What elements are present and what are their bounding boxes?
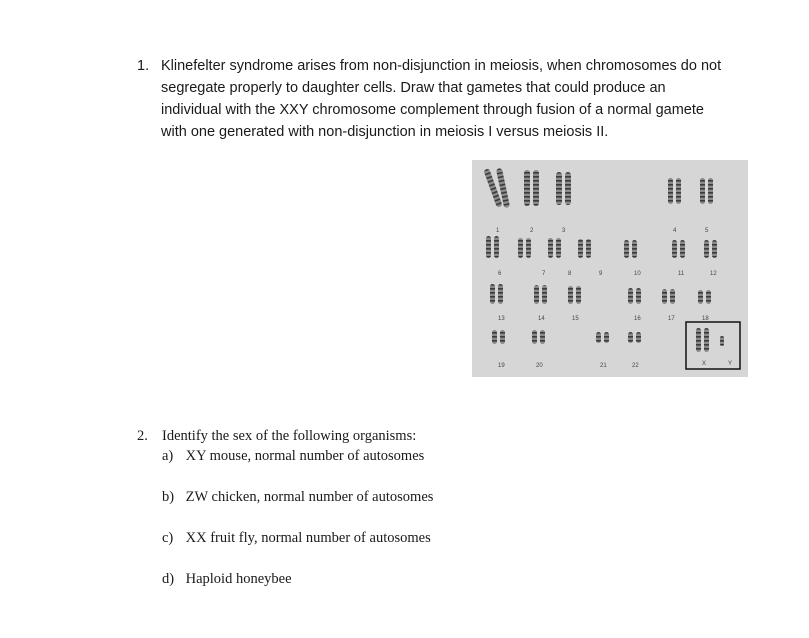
question-2-stem: Identify the sex of the following organisms: — [162, 428, 417, 444]
question-1-number: 1. — [137, 58, 150, 74]
item-text: XY mouse, normal number of autosomes — [185, 448, 425, 464]
question-2-item-d — [162, 569, 292, 589]
item-text: XX fruit fly, normal number of autosomes — [185, 530, 431, 546]
row-1-label-3: 3 — [562, 228, 566, 234]
row-2-label-11: 11 — [678, 271, 685, 277]
item-text: ZW chicken, normal number of autosomes — [185, 489, 434, 505]
row-1-label-5: 5 — [705, 228, 709, 234]
row-2-label-8: 8 — [568, 271, 572, 277]
question-1-line-1: Klinefelter syndrome arises from non-disjunction in meiosis, when chromosomes do not — [161, 58, 722, 74]
row-4-label-y: Y — [728, 361, 733, 367]
question-2-item-b — [162, 487, 433, 507]
row-3-label-14: 14 — [538, 316, 545, 322]
karyotype-image — [472, 160, 748, 377]
item-text: Haploid honeybee — [185, 571, 292, 587]
item-label: c) — [162, 530, 174, 546]
question-1-line-4: with one generated with non-disjunction in meiosis I versus meiosis II. — [161, 124, 609, 140]
row-2-label-10: 10 — [634, 271, 641, 277]
row-4-label-21: 21 — [600, 363, 607, 369]
row-3-label-18: 18 — [702, 316, 709, 322]
row-3-label-13: 13 — [498, 316, 505, 322]
row-1-label-4: 4 — [673, 228, 677, 234]
row-2-label-7: 7 — [542, 271, 546, 277]
question-1-line-3: individual with the XXY chromosome complement through fusion of a normal gamete — [161, 102, 704, 118]
row-3-label-17: 17 — [668, 316, 675, 322]
row-3-label-15: 15 — [572, 316, 579, 322]
item-label: a) — [162, 448, 174, 464]
row-1-label-1: 1 — [496, 228, 500, 234]
row-4-label-19: 19 — [498, 363, 505, 369]
row-2-label-9: 9 — [599, 271, 603, 277]
row-4-label-x: X — [702, 361, 707, 367]
row-3-label-16: 16 — [634, 316, 641, 322]
row-2-label-12: 12 — [710, 271, 717, 277]
row-2-label-6: 6 — [498, 271, 502, 277]
item-label: d) — [162, 571, 175, 587]
row-4-label-20: 20 — [536, 363, 543, 369]
question-2-item-c — [162, 528, 431, 548]
question-2-item-a — [162, 446, 424, 466]
row-4-label-22: 22 — [632, 363, 639, 369]
row-1-label-2: 2 — [530, 228, 534, 234]
item-label: b) — [162, 489, 175, 505]
question-1-line-2: segregate properly to daughter cells. Draw that gametes that could produce an — [161, 80, 666, 96]
question-2-number: 2. — [137, 428, 148, 444]
